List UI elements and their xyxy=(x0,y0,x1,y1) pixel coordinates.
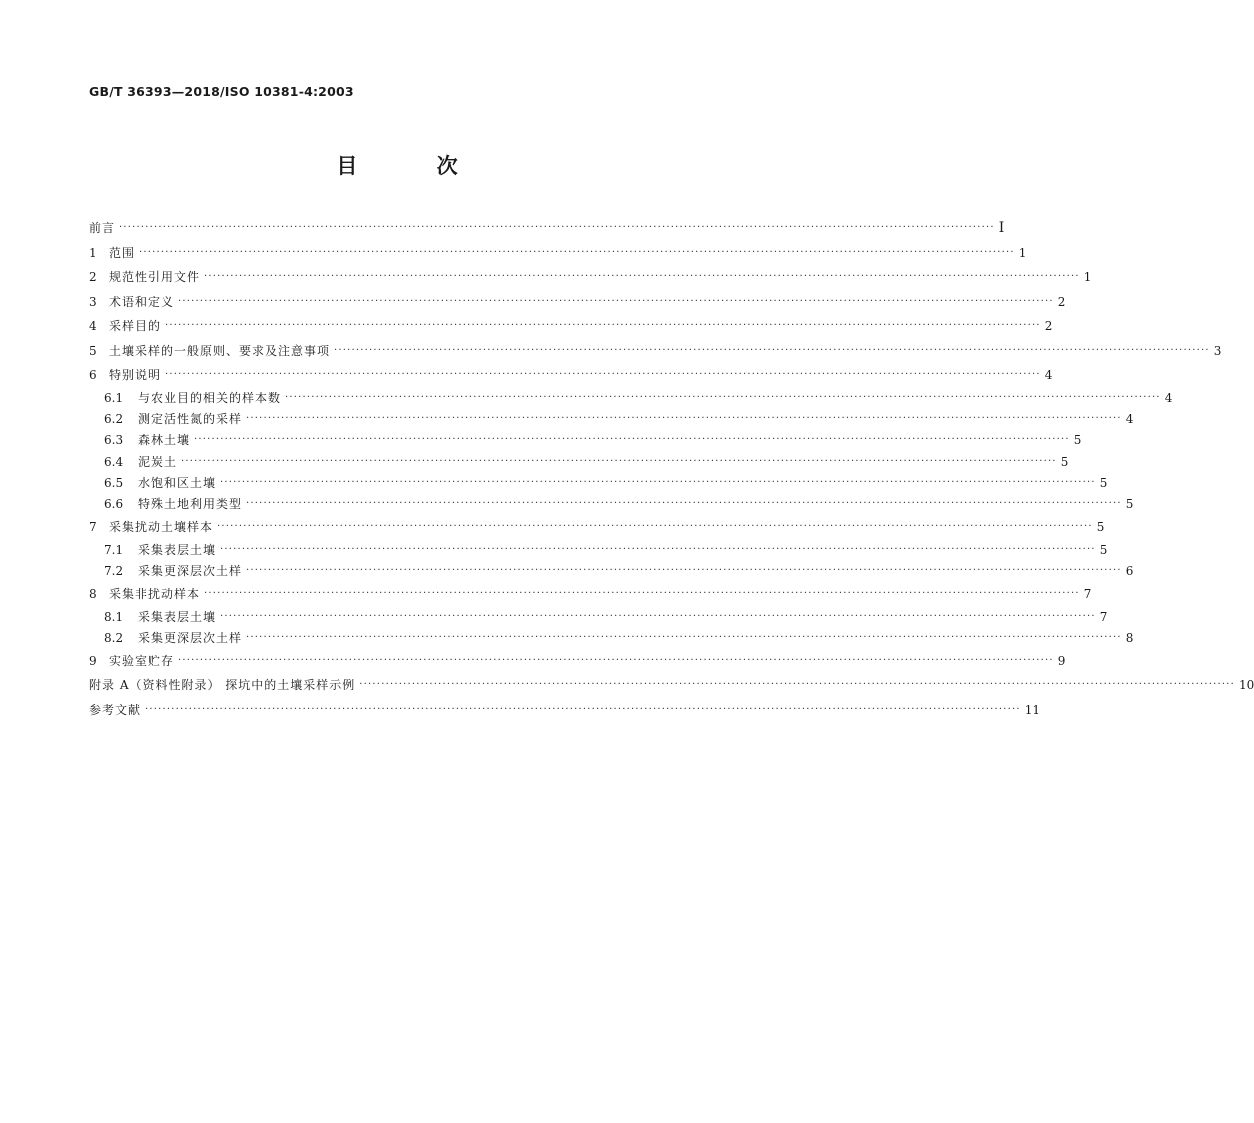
dot-leader: ········································································································································································································ xyxy=(204,271,1080,283)
toc-entry-page: 9 xyxy=(1057,653,1066,668)
toc-entry-page: 4 xyxy=(1044,368,1053,383)
toc-entry-number: 6.1 xyxy=(104,391,124,406)
dot-leader: ········································································································································································································ xyxy=(246,564,1122,576)
toc-entry[interactable] xyxy=(89,648,1066,673)
toc-entry-page: Ⅰ xyxy=(998,220,1005,237)
toc-entry[interactable] xyxy=(89,627,1134,648)
toc-entry-page: 7 xyxy=(1099,609,1108,624)
dot-leader: ········································································································································································································ xyxy=(220,476,1096,488)
toc-entry[interactable] xyxy=(89,388,1173,409)
toc-entry-number: 6.5 xyxy=(104,475,124,490)
toc-entry-page: 6 xyxy=(1125,563,1134,578)
toc-entry[interactable] xyxy=(89,451,1069,472)
toc-entry-number: 8.2 xyxy=(104,630,124,645)
toc-entry[interactable] xyxy=(89,430,1082,451)
toc-entry[interactable] xyxy=(89,493,1134,514)
toc-entry[interactable] xyxy=(89,582,1092,607)
dot-leader: ········································································································································································································ xyxy=(165,369,1041,381)
dot-leader: ········································································································································································································ xyxy=(178,295,1054,307)
dot-leader: ········································································································································································································ xyxy=(145,703,1021,715)
toc-entry-title: 泥炭土 xyxy=(138,454,178,469)
dot-leader: ········································································································································································································ xyxy=(139,246,1015,258)
toc-entry-number: 8 xyxy=(89,586,97,601)
toc-entry-page: 5 xyxy=(1099,475,1108,490)
page-title: 目 次 xyxy=(336,154,494,178)
toc-entry-page: 4 xyxy=(1164,391,1173,406)
toc-entry-page: 5 xyxy=(1060,454,1069,469)
toc-entry-title: 采集表层土壤 xyxy=(138,609,217,624)
toc-entry[interactable] xyxy=(89,515,1105,540)
toc-entry-number: 4 xyxy=(89,319,97,334)
toc-entry-page: 8 xyxy=(1125,630,1134,645)
toc-entry-page: 7 xyxy=(1083,586,1092,601)
toc-entry[interactable] xyxy=(89,409,1134,430)
toc-entry[interactable] xyxy=(89,539,1108,560)
toc-entry-title: 特别说明 xyxy=(109,368,162,383)
toc-entry-number: 9 xyxy=(89,653,97,668)
toc-entry[interactable] xyxy=(89,290,1066,315)
toc-entry-title: 水饱和区土壤 xyxy=(138,475,217,490)
toc-entry-number: 6.2 xyxy=(104,412,124,427)
toc-entry-page: 3 xyxy=(1213,343,1222,358)
standard-code: GB/T 36393—2018/ISO 10381-4:2003 xyxy=(89,84,354,99)
toc-entry[interactable] xyxy=(89,560,1134,581)
dot-leader: ········································································································································································································ xyxy=(119,222,995,234)
toc-entry-page: 11 xyxy=(1024,702,1041,717)
toc-entry-number: 3 xyxy=(89,294,97,309)
toc-entry-title: 实验室贮存 xyxy=(109,653,175,668)
toc-entry-page: 5 xyxy=(1073,433,1082,448)
toc-entry-page: 1 xyxy=(1018,245,1027,260)
toc-entry[interactable] xyxy=(89,314,1053,339)
toc-entry-number: 7.2 xyxy=(104,563,124,578)
dot-leader: ········································································································································································································ xyxy=(359,679,1236,691)
dot-leader: ········································································································································································································ xyxy=(220,610,1096,622)
toc-entry-page: 5 xyxy=(1099,542,1108,557)
toc-entry-title: 采样目的 xyxy=(109,319,162,334)
toc-entry-title: 特殊土地利用类型 xyxy=(138,497,243,512)
toc-entry-page: 2 xyxy=(1057,294,1066,309)
dot-leader: ········································································································································································································ xyxy=(165,320,1041,332)
toc-entry[interactable] xyxy=(89,606,1108,627)
dot-leader: ········································································································································································································ xyxy=(194,434,1070,446)
toc-entry-title: 附录 A（资料性附录） 探坑中的土壤采样示例 xyxy=(89,678,356,693)
toc-entry[interactable] xyxy=(89,363,1053,388)
toc-entry-title: 前言 xyxy=(89,221,116,236)
toc-entry-title: 采集扰动土壤样本 xyxy=(109,519,214,534)
toc-entry-title: 规范性引用文件 xyxy=(109,270,201,285)
dot-leader: ········································································································································································································ xyxy=(246,498,1122,510)
toc-entry-number: 6.6 xyxy=(104,497,124,512)
toc-entry-number: 2 xyxy=(89,270,97,285)
toc-entry-title: 术语和定义 xyxy=(109,294,175,309)
toc-entry[interactable] xyxy=(89,216,1005,241)
toc-entry-page: 4 xyxy=(1125,412,1134,427)
toc-entry-number: 6 xyxy=(89,368,97,383)
toc-entry-page: 10 xyxy=(1239,678,1254,693)
toc-entry-number: 6.3 xyxy=(104,433,124,448)
toc-entry-title: 测定活性氮的采样 xyxy=(138,412,243,427)
toc-entry-page: 2 xyxy=(1044,319,1053,334)
dot-leader: ········································································································································································································ xyxy=(334,344,1210,356)
toc-entry-title: 采集更深层次土样 xyxy=(138,630,243,645)
toc-entry-number: 5 xyxy=(89,343,97,358)
toc-entry-title: 采集非扰动样本 xyxy=(109,586,201,601)
toc-entry[interactable] xyxy=(89,697,1041,722)
toc-entry-number: 7.1 xyxy=(104,542,124,557)
dot-leader: ········································································································································································································ xyxy=(246,631,1122,643)
dot-leader: ········································································································································································································ xyxy=(217,520,1093,532)
toc-entry[interactable] xyxy=(89,472,1108,493)
dot-leader: ········································································································································································································ xyxy=(178,654,1054,666)
toc-entry-number: 8.1 xyxy=(104,609,124,624)
toc-entry[interactable] xyxy=(89,265,1092,290)
toc-entry[interactable] xyxy=(89,673,1254,698)
dot-leader: ········································································································································································································ xyxy=(181,455,1057,467)
toc-entry-title: 参考文献 xyxy=(89,702,142,717)
toc-entry-page: 5 xyxy=(1125,497,1134,512)
dot-leader: ········································································································································································································ xyxy=(285,392,1161,404)
toc-entry-title: 土壤采样的一般原则、要求及注意事项 xyxy=(109,343,331,358)
toc-entry[interactable] xyxy=(89,339,1222,364)
toc-entry-number: 1 xyxy=(89,245,97,260)
toc-entry[interactable] xyxy=(89,241,1027,266)
toc-entry-page: 5 xyxy=(1096,519,1105,534)
table-of-contents xyxy=(89,216,1254,722)
toc-entry-number: 7 xyxy=(89,519,97,534)
dot-leader: ········································································································································································································ xyxy=(246,413,1122,425)
toc-entry-title: 与农业目的相关的样本数 xyxy=(138,391,282,406)
dot-leader: ········································································································································································································ xyxy=(220,543,1096,555)
toc-entry-page: 1 xyxy=(1083,270,1092,285)
toc-entry-title: 森林土壤 xyxy=(138,433,191,448)
toc-entry-title: 采集表层土壤 xyxy=(138,542,217,557)
dot-leader: ········································································································································································································ xyxy=(204,587,1080,599)
toc-entry-title: 范围 xyxy=(109,245,136,260)
toc-entry-title: 采集更深层次土样 xyxy=(138,563,243,578)
toc-entry-number: 6.4 xyxy=(104,454,124,469)
